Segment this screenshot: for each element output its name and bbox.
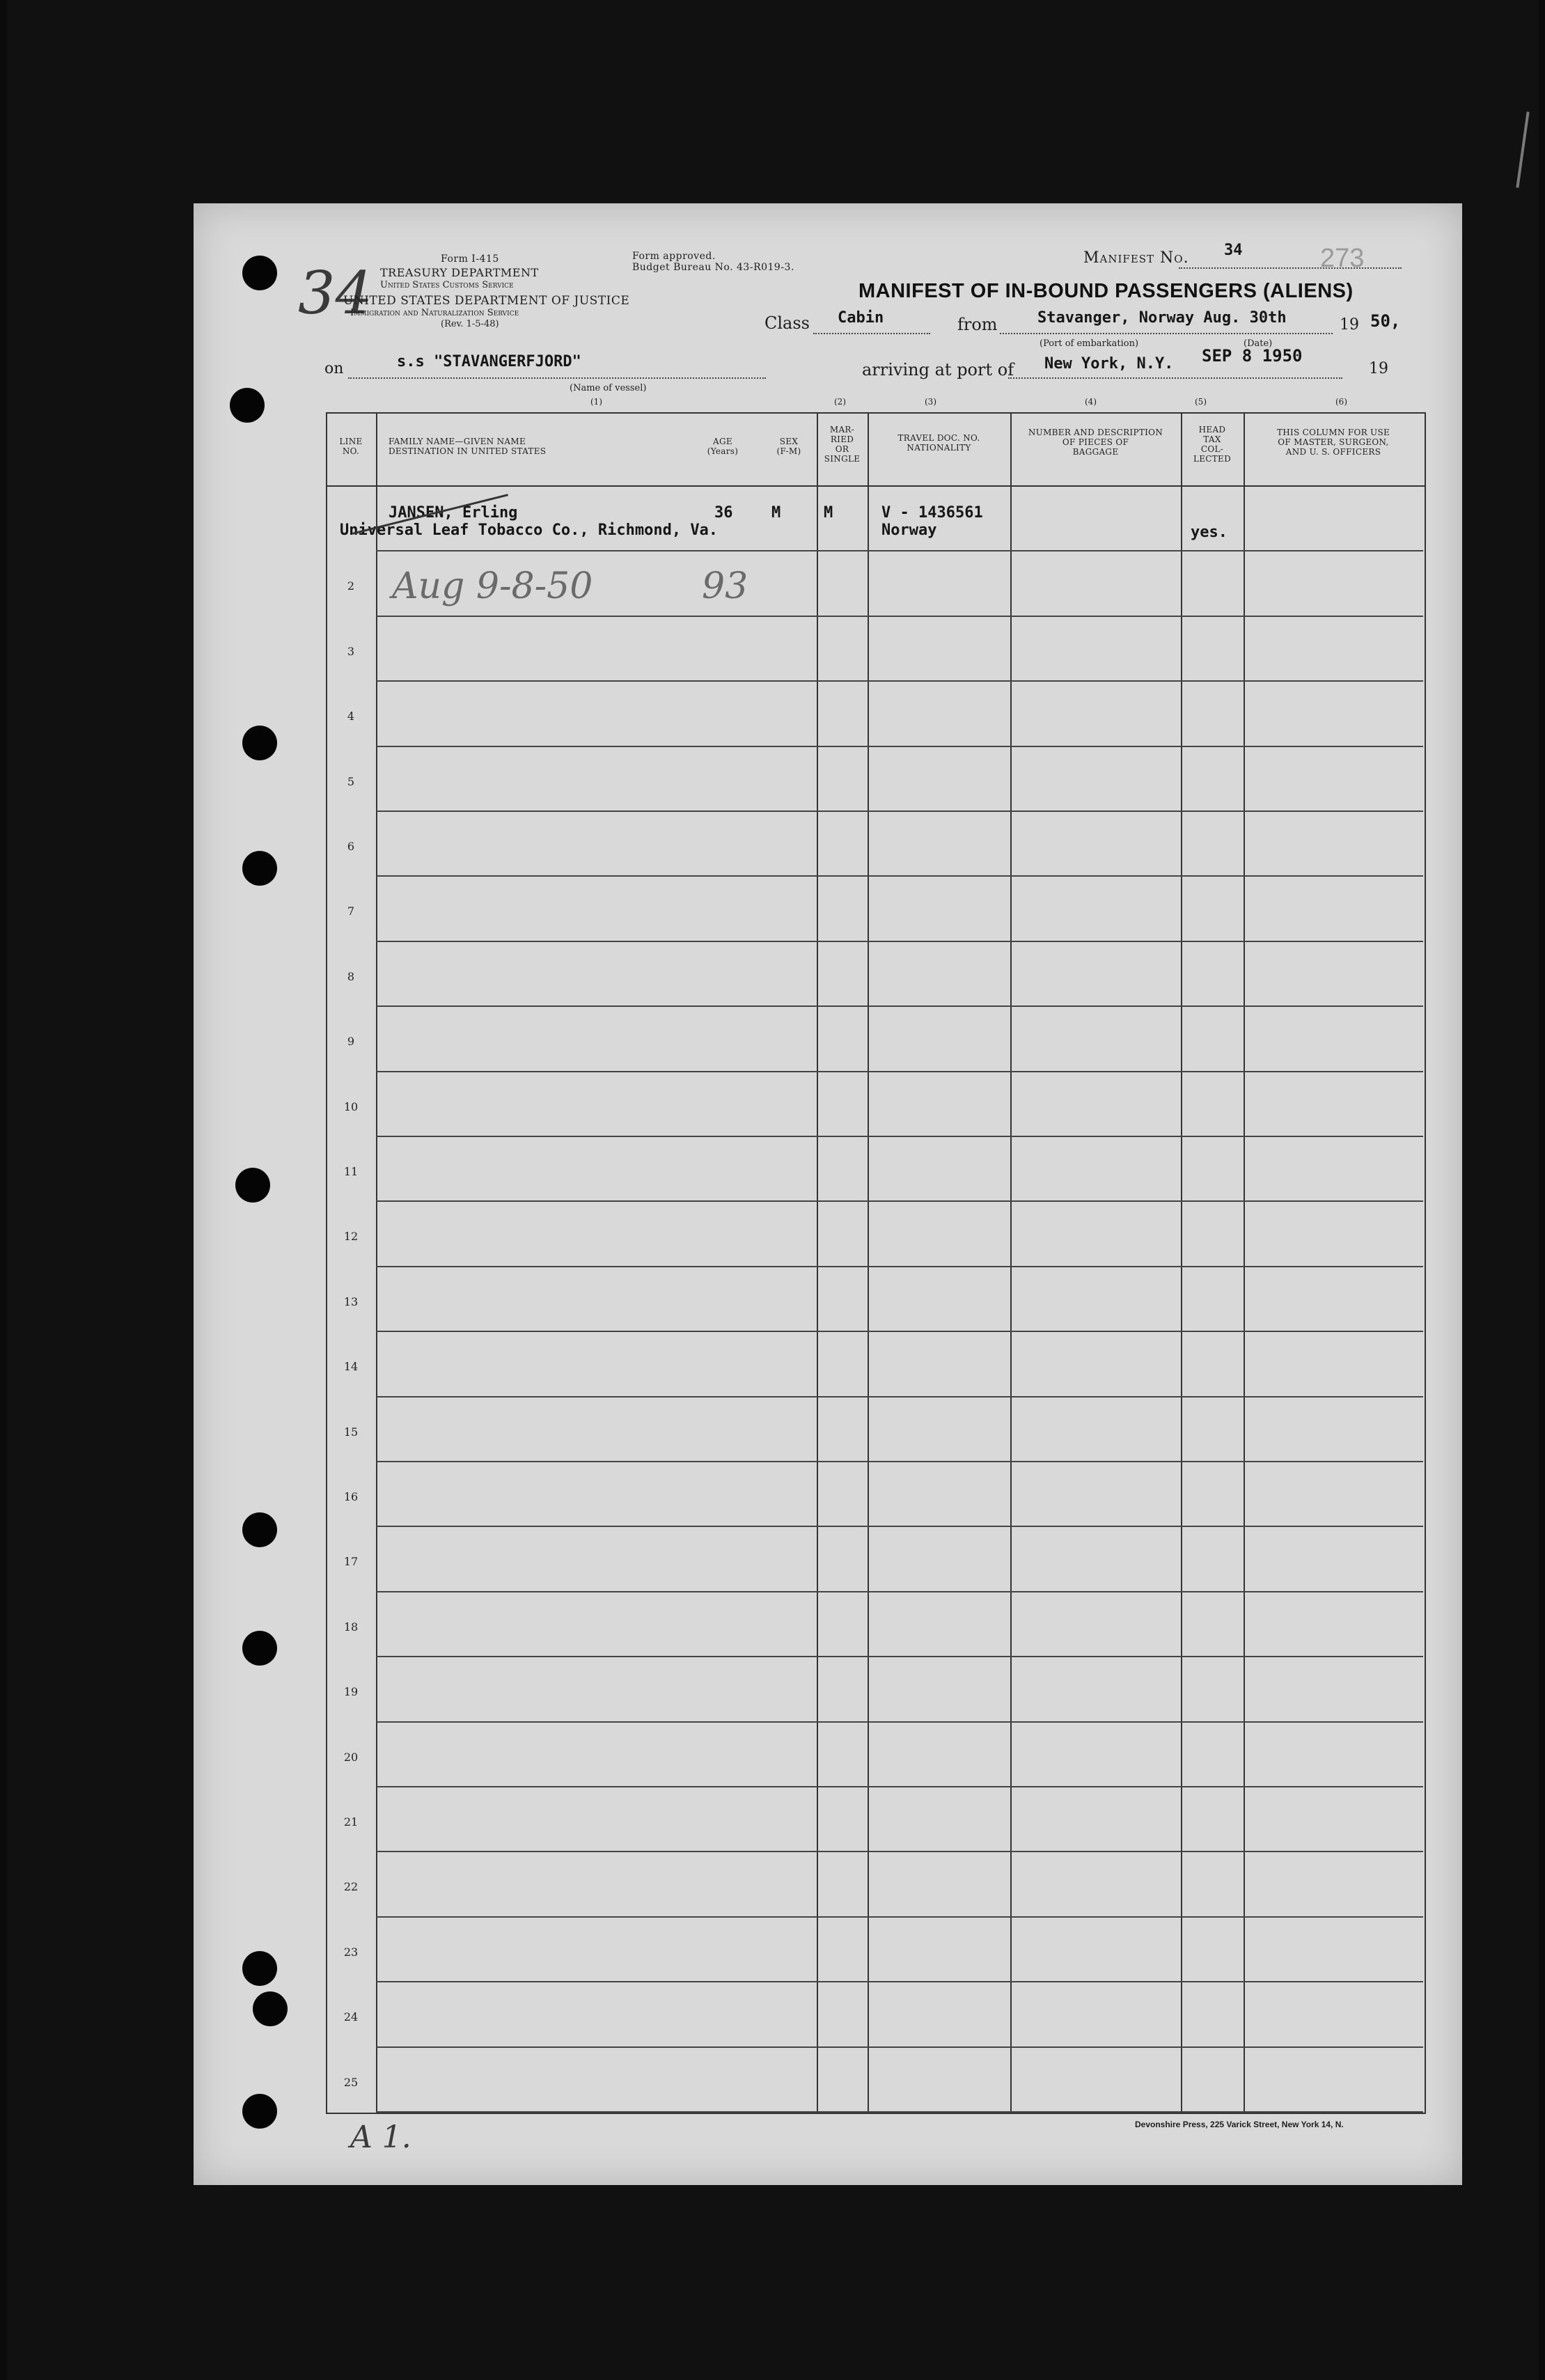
row-divider <box>376 616 1423 617</box>
passenger-travel-doc: V - 1436561 <box>881 504 983 522</box>
line-number: 2 <box>347 579 355 593</box>
passenger-sex: M <box>771 504 781 522</box>
column-number: (6) <box>1335 397 1347 407</box>
line-number: 4 <box>347 710 355 723</box>
line-number: 19 <box>343 1685 359 1698</box>
row-divider <box>376 2111 1423 2113</box>
header-sex: SEX (F-M) <box>776 437 801 456</box>
line-number: 13 <box>343 1295 359 1308</box>
row-divider <box>376 1981 1423 1982</box>
treasury-department: TREASURY DEPARTMENT <box>380 266 539 279</box>
row-divider <box>376 1396 1423 1398</box>
line-number: 5 <box>347 775 355 788</box>
line-number: 23 <box>343 1946 359 1959</box>
line-number: 22 <box>343 1880 359 1893</box>
year-prefix-2: 19 <box>1369 360 1388 377</box>
line-number: 12 <box>343 1230 359 1243</box>
manifest-number: 34 <box>1224 242 1243 259</box>
row-divider <box>376 550 1423 551</box>
binder-hole <box>242 1631 277 1666</box>
line-number: 17 <box>343 1555 359 1568</box>
ins-service: Immigration and Naturalization Service <box>350 308 519 318</box>
form-number: Form I-415 <box>441 253 499 265</box>
vessel-caption: (Name of vessel) <box>570 383 647 393</box>
header-baggage: NUMBER AND DESCRIPTION OF PIECES OF BAGGAGE <box>1028 428 1163 457</box>
line-number: 21 <box>343 1815 359 1829</box>
column-number: (1) <box>590 397 602 407</box>
line-number: 8 <box>347 970 355 983</box>
arrival-port: New York, N.Y. <box>1044 355 1174 373</box>
manifest-number-line <box>1179 267 1402 269</box>
handwritten-note: 93 <box>702 565 748 607</box>
line-number: 9 <box>347 1035 355 1048</box>
column-divider <box>817 412 818 2111</box>
year-prefix: 19 <box>1340 316 1359 334</box>
column-divider <box>1010 412 1012 2111</box>
vessel-name: s.s "STAVANGERFJORD" <box>397 353 581 370</box>
line-number: 18 <box>343 1620 359 1634</box>
row-divider <box>376 1851 1423 1852</box>
arriving-label: arriving at port of <box>862 360 1014 379</box>
budget-bureau: Budget Bureau No. 43-R019-3. <box>632 262 794 273</box>
line-number: 3 <box>347 645 355 658</box>
stamped-number: 273 <box>1320 244 1365 273</box>
header-divider <box>326 485 1425 487</box>
binder-hole <box>253 1991 288 2026</box>
header-line-no: LINE NO. <box>339 437 363 456</box>
row-divider <box>376 1656 1423 1657</box>
from-line <box>1000 333 1333 334</box>
column-number: (3) <box>925 397 936 407</box>
passenger-destination: Universal Leaf Tobacco Co., Richmond, Va. <box>340 522 719 539</box>
line-number: 11 <box>343 1165 359 1178</box>
customs-service: United States Customs Service <box>380 280 514 290</box>
column-number: (4) <box>1085 397 1097 407</box>
line-number: 7 <box>347 905 355 918</box>
arrival-date-stamp: SEP 8 1950 <box>1202 346 1303 366</box>
line-number: 24 <box>343 2010 359 2023</box>
form-approved: Form approved. <box>632 251 716 262</box>
binder-hole <box>235 1168 270 1203</box>
column-number: (2) <box>834 397 846 407</box>
revision: (Rev. 1-5-48) <box>441 319 499 329</box>
class-label: Class <box>764 313 810 333</box>
column-divider <box>868 412 869 2111</box>
row-divider <box>376 811 1423 812</box>
row-divider <box>376 1331 1423 1332</box>
passenger-name: JANSEN, Erling <box>389 504 518 522</box>
port-caption: (Port of embarkation) <box>1040 338 1139 349</box>
row-divider <box>376 875 1423 877</box>
row-divider <box>376 941 1423 942</box>
date-caption: (Date) <box>1244 338 1273 349</box>
passenger-married: M <box>824 504 833 522</box>
header-travel-doc: TRAVEL DOC. NO. NATIONALITY <box>897 433 980 453</box>
handwritten-date-note: Aug 9-8-50 <box>392 565 593 607</box>
handwritten-bottom-note: A 1. <box>350 2120 411 2155</box>
binder-hole <box>242 1951 277 1986</box>
arrival-line <box>1008 377 1342 379</box>
header-married: MAR- RIED OR SINGLE <box>824 425 861 464</box>
row-divider <box>376 1526 1423 1527</box>
column-number: (5) <box>1195 397 1207 407</box>
binder-hole <box>230 388 265 423</box>
from-value: Stavanger, Norway Aug. 30th <box>1037 309 1287 327</box>
binder-hole <box>242 1512 277 1547</box>
row-divider <box>376 680 1423 682</box>
vessel-line <box>348 377 766 379</box>
manifest-table <box>326 412 1426 2114</box>
year-suffix: 50, <box>1370 311 1401 331</box>
binder-hole <box>242 2094 277 2129</box>
printer-imprint: Devonshire Press, 225 Varick Street, New York 14, N. <box>1135 2120 1344 2129</box>
row-divider <box>376 1916 1423 1918</box>
binder-hole <box>242 851 277 886</box>
manifest-page <box>194 203 1462 2185</box>
line-number: 14 <box>343 1360 359 1373</box>
header-age: AGE (Years) <box>707 437 739 456</box>
line-number: 25 <box>343 2076 359 2089</box>
line-number: 20 <box>343 1751 359 1764</box>
row-divider <box>376 1200 1423 1202</box>
line-number: 16 <box>343 1490 359 1503</box>
header-head-tax: HEAD TAX COL- LECTED <box>1193 425 1232 464</box>
row-divider <box>376 1071 1423 1072</box>
binder-hole <box>242 726 277 760</box>
header-name: FAMILY NAME—GIVEN NAME DESTINATION IN UNITED STATES <box>389 437 547 456</box>
binder-hole <box>242 256 277 290</box>
row-divider <box>376 1721 1423 1723</box>
row-divider <box>376 1591 1423 1592</box>
line-number: 15 <box>343 1425 359 1439</box>
row-divider <box>376 1461 1423 1462</box>
passenger-nationality: Norway <box>881 522 937 539</box>
class-value: Cabin <box>838 309 884 327</box>
class-line <box>813 333 930 334</box>
column-divider <box>376 412 377 2111</box>
row-divider <box>376 746 1423 747</box>
row-divider <box>376 1266 1423 1267</box>
row-divider <box>376 1136 1423 1137</box>
manifest-label: Manifest No. <box>1083 249 1189 267</box>
row-divider <box>376 1786 1423 1787</box>
passenger-head-tax: yes. <box>1191 524 1228 541</box>
handwritten-margin-number: 34 <box>298 259 372 327</box>
from-label: from <box>957 315 998 334</box>
row-divider <box>376 2046 1423 2048</box>
passenger-age: 36 <box>714 504 733 522</box>
header-officers: THIS COLUMN FOR USE OF MASTER, SURGEON, AND U. S. OFFICERS <box>1276 428 1390 457</box>
justice-department: UNITED STATES DEPARTMENT OF JUSTICE <box>343 294 630 308</box>
row-divider <box>376 1005 1423 1007</box>
on-label: on <box>324 360 344 377</box>
manifest-title: MANIFEST OF IN-BOUND PASSENGERS (ALIENS) <box>858 280 1354 302</box>
column-divider <box>1244 412 1245 2111</box>
line-number: 10 <box>343 1100 359 1113</box>
column-divider <box>1181 412 1182 2111</box>
line-number: 6 <box>347 840 355 853</box>
